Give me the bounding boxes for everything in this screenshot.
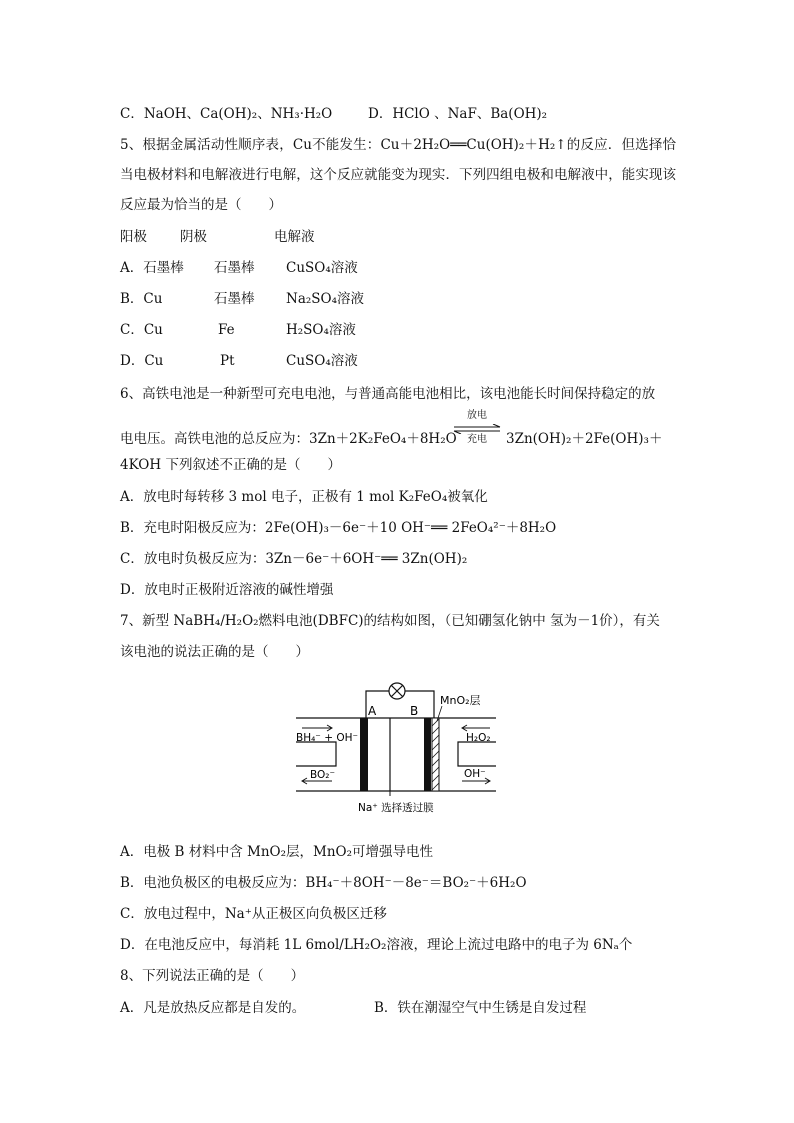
q7-stem-line1: 7、新型 NaBH₄/H₂O₂燃料电池(DBFC)的结构如图，（已知硼氢化钠中 氢为－1价），有关	[120, 613, 660, 629]
q6-stem-line1: 6、高铁电池是一种新型可充电电池，与普通高能电池相比，该电池能长时间保持稳定的放	[120, 386, 656, 402]
q7-option-a: A．电极 B 材料中含 MnO₂层，MnO₂可增强导电性	[120, 844, 434, 860]
left-channel-divider	[296, 742, 336, 766]
q4-option-c: C．NaOH、Ca(OH)₂、NH₃·H₂O	[120, 106, 333, 122]
q6-stem-line2a: 电电压。高铁电池的总反应为：3Zn＋2K₂FeO₄＋8H₂O	[120, 431, 457, 447]
option-d-electrolyte: CuSO₄溶液	[286, 353, 358, 369]
header-electrolyte: 电解液	[274, 229, 315, 245]
option-d-anode: D．Cu	[120, 353, 164, 369]
label-electrode-b: B	[410, 704, 419, 718]
q6-option-c: C．放电时负极反应为：3Zn－6e⁻＋6OH⁻══ 3Zn(OH)₂	[120, 551, 468, 567]
lamp-icon	[389, 683, 405, 699]
q6-option-d: D．放电时正极附近溶液的碱性增强	[120, 582, 334, 598]
option-c-anode: C．Cu	[120, 322, 163, 338]
fuel-cell-diagram	[296, 678, 496, 818]
option-c-electrolyte: H₂SO₄溶液	[286, 322, 356, 338]
q7-stem-line2: 该电池的说法正确的是（ ）	[120, 644, 309, 660]
label-right-out: OH⁻	[464, 768, 486, 780]
q7-option-c: C．放电过程中，Na⁺从正极区向负极区迁移	[120, 906, 387, 922]
q5-option-b	[120, 289, 364, 309]
electrode-a	[360, 718, 368, 791]
option-a-electrolyte: CuSO₄溶液	[286, 260, 358, 276]
label-electrode-a: A	[368, 704, 377, 718]
header-cathode: 阴极	[180, 229, 207, 245]
q4-option-d: D．HClO 、NaF、Ba(OH)₂	[368, 106, 548, 122]
q5-option-c	[120, 320, 356, 340]
q5-stem: 5、根据金属活动性顺序表，Cu不能发生：Cu＋2H₂O══Cu(OH)₂＋H₂↑的反应．但选择恰当电极材料和电解液进行电解，这个反应就能变为现实．下列四组电极和电解液中，能实现该反应最为恰当的是（ ）	[120, 137, 676, 213]
q5-option-d	[120, 351, 358, 371]
electrode-b	[424, 718, 431, 791]
q5-option-a	[120, 258, 358, 278]
q8-stem: 8、下列说法正确的是（ ）	[120, 968, 305, 984]
label-mno2: MnO₂层	[440, 694, 481, 707]
arrow-label-charge: 充电	[467, 434, 487, 445]
q7-option-b: B．电池负极区的电极反应为：BH₄⁻＋8OH⁻－8e⁻＝BO₂⁻＋6H₂O	[120, 875, 527, 891]
right-channel-divider	[458, 742, 496, 766]
option-b-anode: B．Cu	[120, 291, 163, 307]
label-left-out: BO₂⁻	[310, 769, 336, 781]
option-a-cathode: 石墨棒	[214, 260, 255, 276]
option-c-cathode: Fe	[218, 322, 235, 338]
reversible-arrow	[452, 410, 502, 446]
label-right-in: H₂O₂	[466, 732, 491, 744]
label-membrane: Na⁺ 选择透过膜	[358, 802, 434, 814]
equilibrium-arrow-icon	[452, 424, 502, 434]
q5-table-header	[120, 227, 315, 247]
option-a-anode: A．石墨棒	[120, 260, 184, 276]
q6-option-a: A．放电时每转移 3 mol 电子，正极有 1 mol K₂FeO₄被氧化	[120, 489, 488, 505]
q8-option-a: A．凡是放热反应都是自发的。	[120, 1000, 306, 1016]
q7-option-d: D．在电池反应中，每消耗 1L 6mol/LH₂O₂溶液，理论上流过电路中的电子为 6Nₐ个	[120, 937, 633, 953]
q6-stem-line3: 4KOH 下列叙述不正确的是（ ）	[120, 457, 341, 473]
q6-stem-line2b: 3Zn(OH)₂＋2Fe(OH)₃＋	[506, 431, 663, 447]
option-d-cathode: Pt	[220, 353, 235, 369]
arrow-label-discharge: 放电	[467, 410, 487, 421]
header-anode: 阳极	[120, 229, 147, 245]
option-b-cathode: 石墨棒	[214, 291, 255, 307]
label-left-in: BH₄⁻ + OH⁻	[296, 732, 359, 744]
q6-option-b: B．充电时阳极反应为：2Fe(OH)₃－6e⁻＋10 OH⁻══ 2FeO₄²⁻＋8H₂O	[120, 520, 557, 536]
q8-option-b: B．铁在潮湿空气中生锈是自发过程	[374, 1000, 587, 1016]
option-b-electrolyte: Na₂SO₄溶液	[286, 291, 365, 307]
